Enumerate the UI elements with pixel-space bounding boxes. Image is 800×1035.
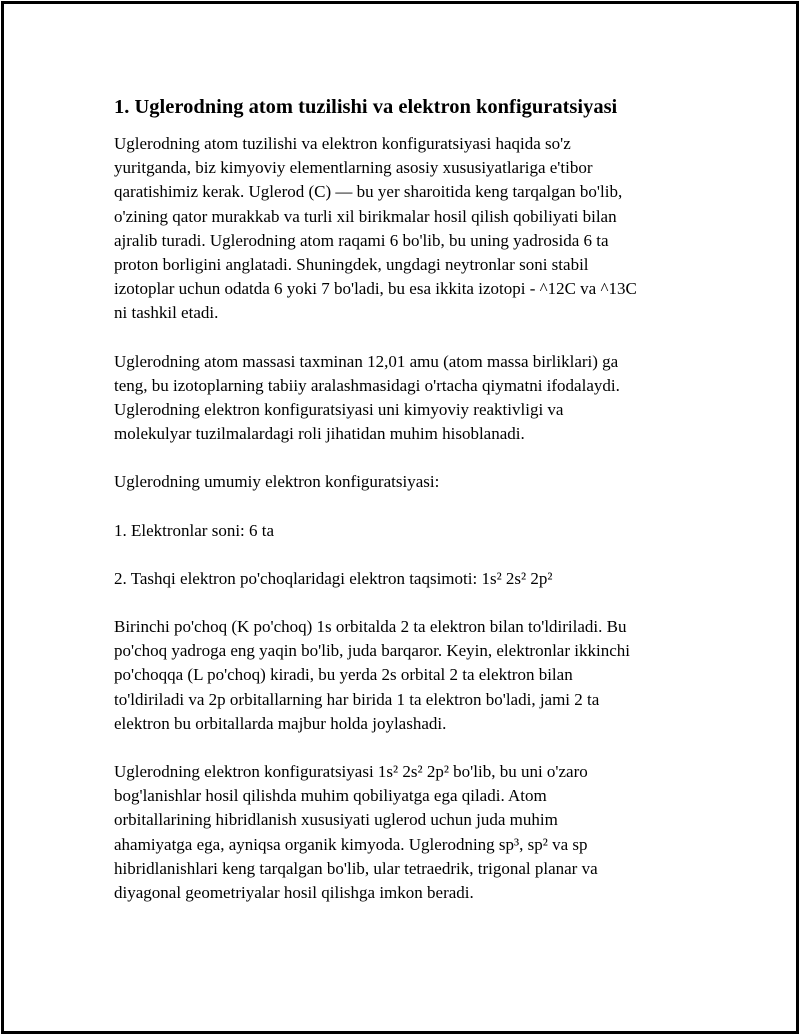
text-line: izotoplar uchun odatda 6 yoki 7 bo'ladi, bu esa ikkita izotopi - ^12C va ^13C — [114, 279, 637, 299]
text-line: ahamiyatga ega, ayniqsa organik kimyoda. Uglerodning sp³, sp² va sp — [114, 834, 588, 854]
text-line: Uglerodning elektron konfiguratsiyasi 1s² 2s² 2p² bo'lib, bu uni o'zaro — [114, 762, 588, 782]
text-line: ni tashkil etadi. — [114, 303, 219, 323]
text-line: ajralib turadi. Uglerodning atom raqami 6 bo'lib, bu uning yadrosida 6 ta — [114, 230, 609, 250]
text-line: to'ldiriladi va 2p orbitallarning har birida 1 ta elektron bo'ladi, jami 2 ta — [114, 689, 600, 709]
text-line: po'choqqa (L po'choq) kiradi, bu yerda 2s orbital 2 ta elektron bilan — [114, 665, 573, 685]
text-line: proton borligini anglatadi. Shuningdek, ungdagi neytronlar soni stabil — [114, 255, 589, 275]
text-line: Birinchi po'choq (K po'choq) 1s orbitalda 2 ta elektron bilan to'ldiriladi. Bu — [114, 617, 627, 637]
paragraph-hybridization — [114, 760, 704, 905]
paragraph-atom-structure — [114, 132, 704, 326]
text-line: molekulyar tuzilmalardagi roli jihatidan muhim hisoblanadi. — [114, 424, 525, 444]
text-line: Uglerodning atom massasi taxminan 12,01 amu (atom massa birliklari) ga — [114, 351, 619, 371]
text-line: teng, bu izotoplarning tabiiy aralashmasidagi o'rtacha qiymatni ifodalaydi. — [114, 375, 620, 395]
text-line: elektron bu orbitallarda majbur holda joylashadi. — [114, 713, 447, 733]
section-heading: 1. Uglerodning atom tuzilishi va elektron konfiguratsiyasi — [114, 96, 618, 118]
document-body — [114, 93, 704, 929]
text-line: bog'lanishlar hosil qilishda muhim qobiliyatga ega qiladi. Atom — [114, 786, 547, 806]
text-line: o'zining qator murakkab va turli xil birikmalar hosil qilish qobiliyati bilan — [114, 206, 617, 226]
text-line: Uglerodning atom tuzilishi va elektron konfiguratsiyasi haqida so'z — [114, 134, 571, 153]
list-item-electron-distribution — [114, 567, 704, 591]
text-line: yuritganda, biz kimyoviy elementlarning asosiy xususiyatlariga e'tibor — [114, 158, 593, 178]
text-line: 2. Tashqi elektron po'choqlaridagi elektron taqsimoti: 1s² 2s² 2p² — [114, 568, 553, 588]
text-line: Uglerodning elektron konfiguratsiyasi uni kimyoviy reaktivligi va — [114, 400, 564, 420]
paragraph-config-intro — [114, 470, 704, 494]
list-item-electron-count — [114, 519, 704, 543]
text-line: hibridlanishlari keng tarqalgan bo'lib, ular tetraedrik, trigonal planar va — [114, 858, 598, 878]
text-line: diyagonal geometriyalar hosil qilishga imkon beradi. — [114, 883, 474, 903]
text-line: Uglerodning umumiy elektron konfiguratsiyasi: — [114, 472, 440, 492]
text-line: 1. Elektronlar soni: 6 ta — [114, 520, 275, 540]
text-line: qaratishimiz kerak. Uglerod (C) — bu yer sharoitida keng tarqalgan bo'lib, — [114, 182, 623, 202]
text-line: orbitallarining hibridlanish xususiyati uglerod uchun juda muhim — [114, 810, 558, 830]
paragraph-atomic-mass — [114, 350, 704, 447]
paragraph-shells — [114, 615, 704, 736]
text-line: po'choq yadroga eng yaqin bo'lib, juda barqaror. Keyin, elektronlar ikkinchi — [114, 641, 630, 661]
